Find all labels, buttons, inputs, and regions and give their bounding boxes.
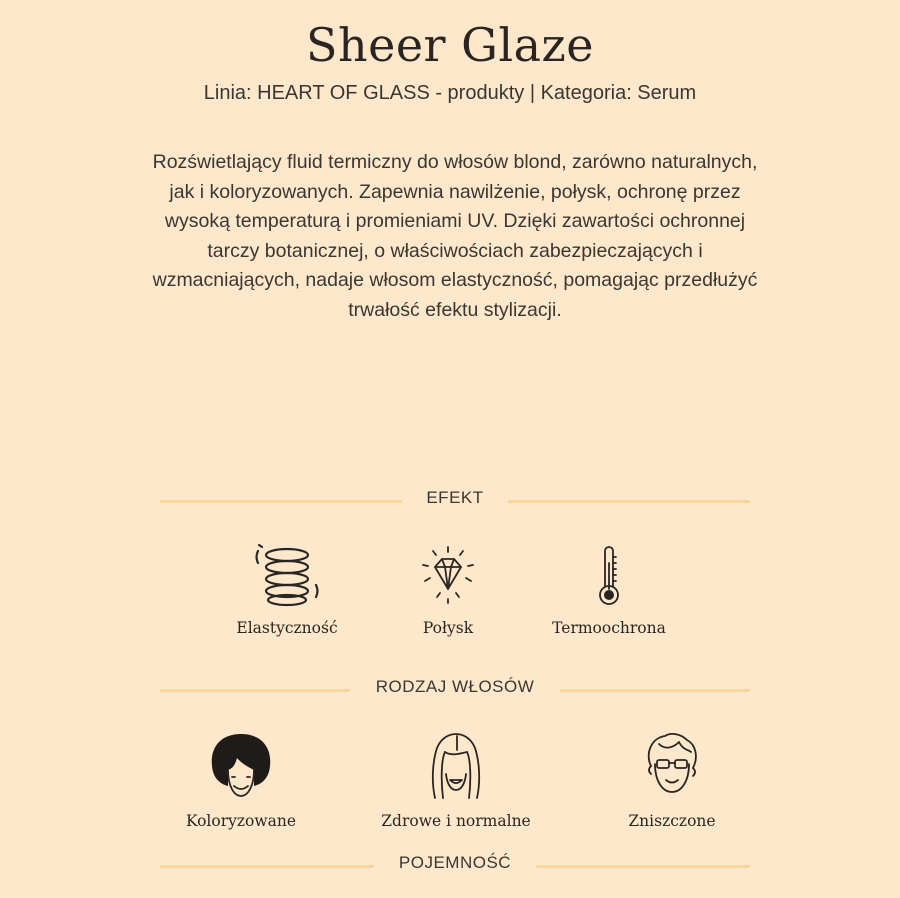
hair-item-damaged	[572, 730, 772, 830]
hair-type-label: Koloryzowane	[185, 812, 297, 830]
effect-item-heat-protection	[509, 543, 709, 637]
hair-item-colored	[141, 730, 341, 830]
effect-label: Połysk	[422, 619, 474, 637]
spring-icon	[252, 543, 322, 609]
diamond-icon	[413, 543, 483, 609]
messy-hair-face-icon	[637, 730, 707, 802]
section-effect-header	[160, 488, 750, 512]
product-description: Rozświetlający fluid termiczny do włosów blond, zarówno naturalnych, jak i koloryzowanych. Zapewnia nawilżenie, połysk, ochronę przez wysoką temperaturą i promieniami UV. Dzięki zawartości ochronnej tarczy botanicznej, o właściwościach zabezpieczających i wzmacniających, nadaje włosom elastyczność, pomagając przedłużyć trwałość efektu stylizacji.	[152, 151, 758, 321]
thermometer-icon	[574, 543, 644, 609]
long-hair-face-icon	[421, 730, 491, 802]
product-subtitle: Linia: HEART OF GLASS - produkty | Kategoria: Serum	[203, 82, 697, 104]
hair-item-healthy	[356, 730, 556, 830]
effect-label: Elastyczność	[236, 619, 338, 637]
section-capacity-label: POJEMNOŚĆ	[398, 853, 512, 872]
product-title: Sheer Glaze	[305, 18, 595, 72]
section-capacity-header	[160, 853, 750, 877]
hair-type-label: Zniszczone	[628, 812, 716, 830]
effect-label: Termoochrona	[552, 619, 666, 637]
hair-type-label: Zdrowe i normalne	[381, 812, 531, 830]
colored-hair-face-icon	[206, 730, 276, 802]
section-effect-label: EFEKT	[426, 488, 484, 507]
section-hair-type-label: RODZAJ WŁOSÓW	[375, 677, 535, 696]
section-hair-type-header	[160, 677, 750, 701]
